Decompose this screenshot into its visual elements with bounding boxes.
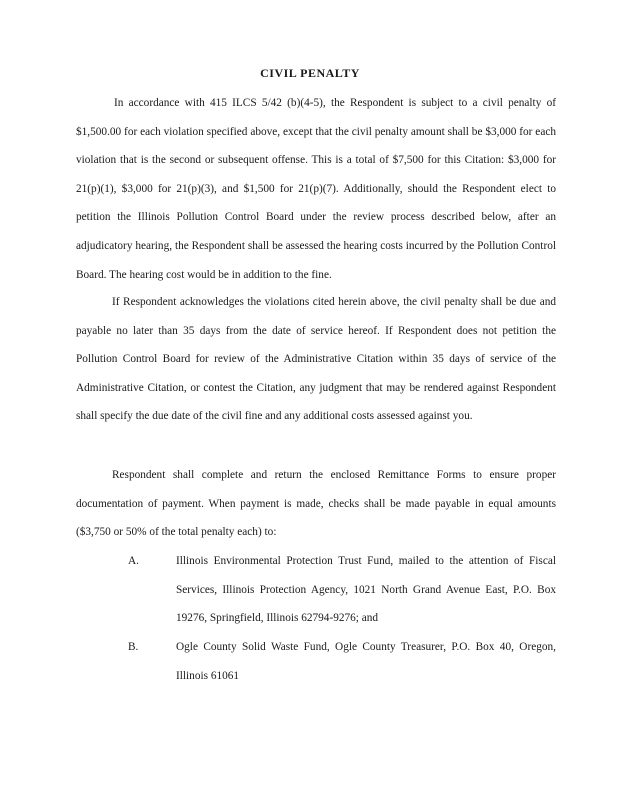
list-item-text: Ogle County Solid Waste Fund, Ogle County Treasurer, P.O. Box 40, Oregon, Illinois 61061	[176, 641, 556, 682]
section-title: CIVIL PENALTY	[260, 66, 360, 80]
paragraph-penalty-amount: In accordance with 415 ILCS 5/42 (b)(4-5), the Respondent is subject to a civil penalty of $1,500.00 for each violation specified above, except that the civil penalty amount shall be $3,000 for each violation that is the second or subsequent offense. This is a total of $7,500 for this Citation: $3,000 for 21(p)(1), $3,000 for 21(p)(3), and $1,500 for 21(p)(7). Additionally, should the Respondent elect to petition the Illinois Pollution Control Board under the review process described below, after an adjudicatory hearing, the Respondent shall be assessed the hearing costs incurred by the Pollution Control Board. The hearing cost would be in addition to the fine.	[76, 97, 556, 281]
list-item-text: Illinois Environmental Protection Trust Fund, mailed to the attention of Fiscal Services, Illinois Protection Agency, 1021 North Grand Avenue East, P.O. Box 19276, Springfield, Illinois 62794-9276; and	[176, 555, 556, 625]
list-item-label: A.	[128, 555, 139, 567]
paragraph-payment-due: If Respondent acknowledges the violations cited herein above, the civil penalty shall be due and payable no later than 35 days from the date of service hereof. If Respondent does not petition the Pollution Control Board for review of the Administrative Citation within 35 days of service of the Administrative Citation, or contest the Citation, any judgment that may be rendered against Respondent shall specify the due date of the civil fine and any additional costs assessed against you.	[76, 296, 556, 423]
payee-list-item-b	[128, 633, 556, 690]
payee-list-item-a	[128, 547, 556, 633]
list-item-label: B.	[128, 641, 139, 653]
paragraph-remittance: Respondent shall complete and return the enclosed Remittance Forms to ensure proper documentation of payment. When payment is made, checks shall be made payable in equal amounts ($3,750 or 50% of the total penalty each) to:	[76, 469, 556, 539]
